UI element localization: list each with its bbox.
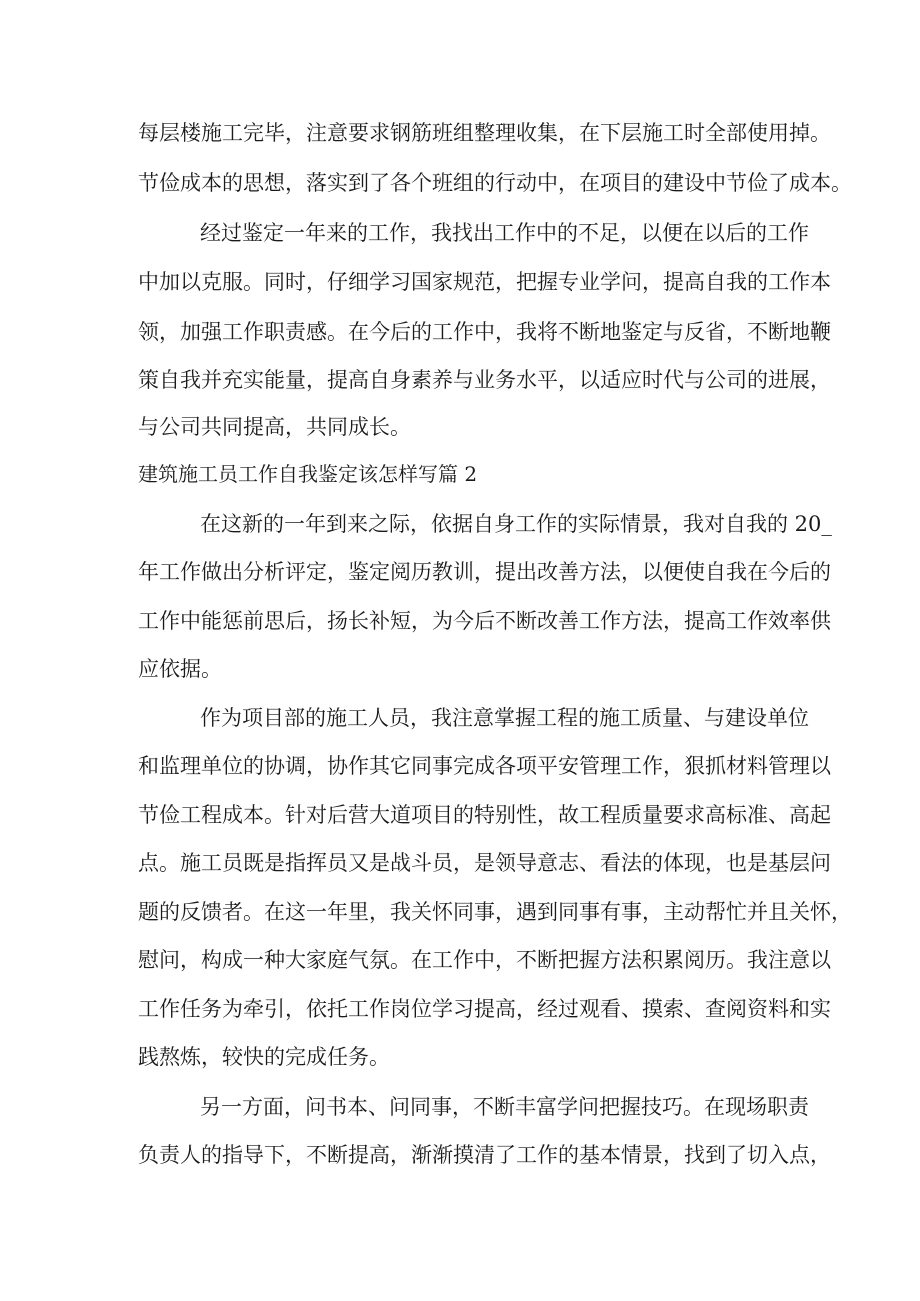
paragraph-line: 应依据。 — [138, 657, 222, 681]
paragraph-line: 践熬炼，较快的完成任务。 — [138, 1045, 390, 1069]
paragraph-line: 工作任务为牵引，依托工作岗位学习提高，经过观看、摸索、查阅资料和实 — [138, 997, 831, 1021]
paragraph-line: 与公司共同提高，共同成长。 — [138, 415, 411, 439]
paragraph-line: 节俭成本的思想，落实到了各个班组的行动中，在项目的建设中节俭了成本。 — [138, 171, 852, 195]
paragraph-line: 题的反馈者。在这一年里，我关怀同事，遇到同事有事，主动帮忙并且关怀， — [138, 900, 852, 924]
paragraph-line: 和监理单位的协调，协作其它同事完成各项平安管理工作，狠抓材料管理以 — [138, 754, 831, 778]
paragraph-line: 经过鉴定一年来的工作，我找出工作中的不足，以便在以后的工作 — [200, 221, 809, 245]
paragraph-line: 领，加强工作职责感。在今后的工作中，我将不断地鉴定与反省，不断地鞭 — [138, 320, 831, 344]
paragraph-line: 作为项目部的施工人员，我注意掌握工程的施工质量、与建设单位 — [200, 706, 809, 730]
paragraph-line: 负责人的指导下，不断提高，渐渐摸清了工作的基本情景，找到了切入点， — [138, 1143, 831, 1167]
paragraph-line: 另一方面，问书本、问同事，不断丰富学问把握技巧。在现场职责 — [200, 1095, 809, 1119]
paragraph-line: 每层楼施工完毕，注意要求钢筋班组整理收集，在下层施工时全部使用掉。 — [138, 121, 831, 145]
paragraph-line: 中加以克服。同时，仔细学习国家规范，把握专业学问，提高自我的工作本 — [138, 270, 831, 294]
paragraph-line: 在这新的一年到来之际，依据自身工作的实际情景，我对自我的 20_ — [200, 512, 832, 536]
paragraph-line: 点。施工员既是指挥员又是战斗员，是领导意志、看法的体现，也是基层问 — [138, 851, 831, 875]
paragraph-line: 节俭工程成本。针对后营大道项目的特别性，故工程质量要求高标准、高起 — [138, 803, 831, 827]
paragraph-line: 工作中能惩前思后，扬长补短，为今后不断改善工作方法，提高工作效率供 — [138, 609, 831, 633]
paragraph-line: 年工作做出分析评定，鉴定阅历教训，提出改善方法，以便使自我在今后的 — [138, 560, 831, 584]
paragraph-line: 策自我并充实能量，提高自身素养与业务水平，以适应时代与公司的进展， — [138, 368, 831, 392]
paragraph-line: 慰问，构成一种大家庭气氛。在工作中，不断把握方法积累阅历。我注意以 — [138, 948, 831, 972]
section-heading: 建筑施工员工作自我鉴定该怎样写篇 2 — [138, 462, 478, 486]
